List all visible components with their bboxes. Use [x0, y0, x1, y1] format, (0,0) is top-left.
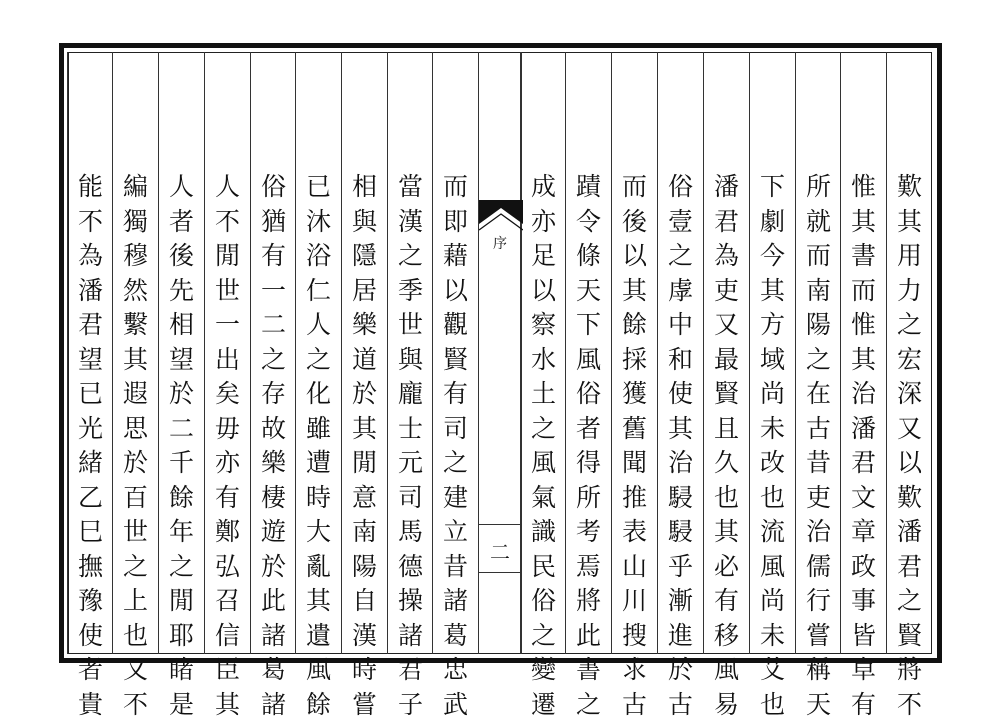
column-text: 人 者 後 先 相 望 於 二 千 餘 年 之 閒 耶 睹 是 [168, 172, 194, 719]
column-text: 而 後 以 其 餘 採 獲 舊 聞 推 表 山 川 搜 求 古 [621, 172, 647, 719]
text-column [520, 52, 566, 719]
column-text: 人 不 閒 世 一 出 矣 毋 亦 有 鄭 弘 召 信 臣 其 [214, 172, 240, 719]
section-label: 序 [493, 236, 507, 252]
text-column [565, 52, 611, 719]
column-text: 俗 猶 有 一 二 之 存 故 樂 棲 遊 於 此 諸 葛 諸 [260, 172, 286, 719]
text-column [795, 52, 841, 719]
text-column [749, 52, 795, 719]
text-column [204, 52, 250, 719]
column-text: 所 就 而 南 陽 之 在 古 昔 吏 治 儒 行 嘗 稱 天 [805, 172, 831, 719]
column-text: 蹟 令 條 天 下 風 俗 者 得 所 考 焉 將 此 書 之 [575, 172, 601, 719]
text-column [112, 52, 158, 719]
text-column [341, 52, 387, 719]
text-column [703, 52, 749, 719]
text-column [158, 52, 204, 719]
text-column [886, 52, 932, 719]
column-text: 編 獨 穆 然 繫 其 遐 思 於 百 世 之 上 也 又 不 [122, 172, 148, 719]
page-number-rule-bottom [479, 572, 521, 573]
column-text: 當 漢 之 季 世 與 龐 士 元 司 馬 德 操 諸 君 子 [397, 172, 423, 719]
column-text: 下 劇 今 其 方 域 尚 未 改 也 流 風 尚 未 艾 也 [759, 172, 785, 719]
column-text: 成 亦 足 以 察 水 土 之 風 氣 識 民 俗 之 變 遷 [530, 172, 556, 719]
column-text: 已 沐 浴 仁 人 之 化 雖 遭 時 大 亂 其 遺 風 餘 [305, 172, 331, 719]
column-text: 相 與 隱 居 樂 道 於 其 閒 意 南 陽 自 漢 時 嘗 [351, 172, 377, 719]
column-text: 歎 其 用 力 之 宏 深 又 以 歎 潘 君 之 賢 將 不 [896, 172, 922, 719]
column-text: 能 不 為 潘 君 望 已 光 緒 乙 巳 撫 豫 使 者 貴 [77, 172, 103, 719]
column-text: 而 即 藉 以 觀 賢 有 司 之 建 立 昔 諸 葛 忠 武 [442, 172, 468, 719]
text-column [432, 52, 478, 719]
text-column [67, 52, 113, 719]
column-text: 俗 壹 之 虖 中 和 使 其 治 駸 駸 乎 漸 進 於 古 [667, 172, 693, 719]
text-column [250, 52, 296, 719]
text-column [295, 52, 341, 719]
text-column [840, 52, 886, 719]
column-text: 潘 君 為 吏 又 最 賢 且 久 也 其 必 有 移 風 易 [713, 172, 739, 719]
column-text: 惟 其 書 而 惟 其 治 潘 君 文 章 政 事 皆 卓 有 [850, 172, 876, 719]
fishtail-mark-icon [479, 200, 523, 234]
page-number: 二 [490, 540, 510, 564]
banxin-center-column [478, 52, 522, 654]
page-number-rule-top [479, 524, 521, 525]
text-column [387, 52, 433, 719]
text-column [657, 52, 703, 719]
text-column [611, 52, 657, 719]
